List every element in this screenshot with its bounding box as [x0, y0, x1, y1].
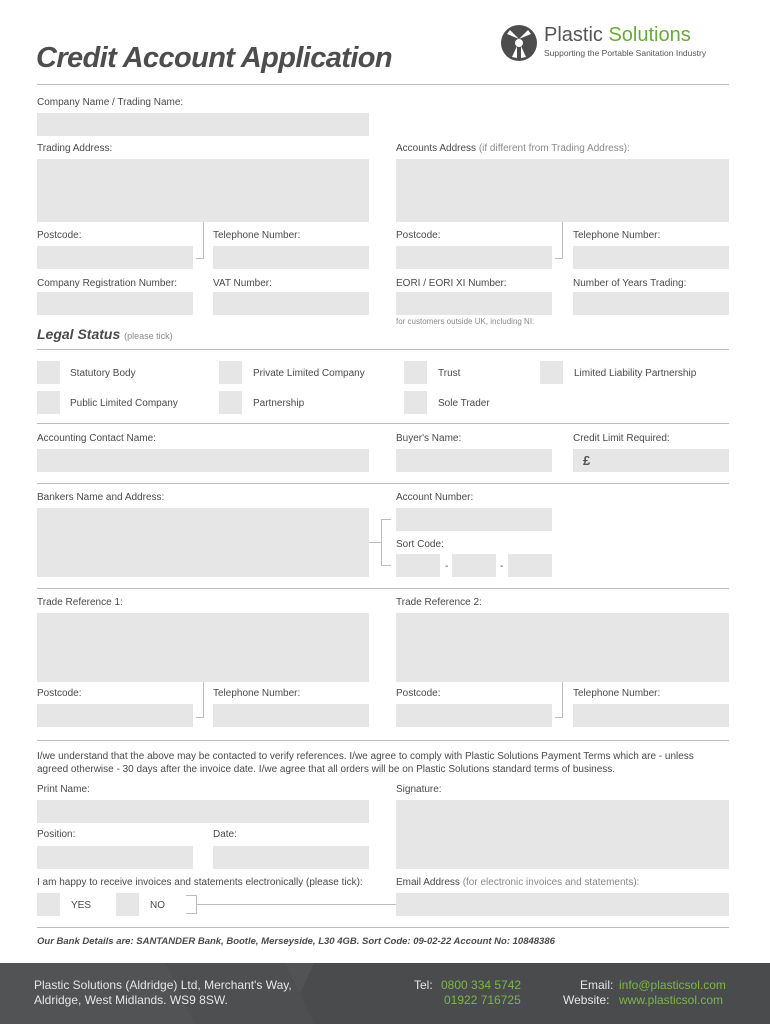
- connector-line: [196, 717, 204, 718]
- footer-address-line-1: Plastic Solutions (Aldridge) Ltd, Merchant's Way,: [34, 978, 292, 992]
- connector-line: [203, 682, 204, 718]
- reference-1-postcode-label: Postcode:: [37, 688, 82, 699]
- sole-trader-label: Sole Trader: [438, 398, 490, 409]
- private-limited-company-checkbox[interactable]: [219, 361, 242, 384]
- trust-checkbox[interactable]: [404, 361, 427, 384]
- company-name-label: Company Name / Trading Name:: [37, 97, 184, 108]
- electronic-yes-checkbox[interactable]: [37, 893, 60, 916]
- connector-line: [555, 258, 563, 259]
- private-limited-company-label: Private Limited Company: [253, 368, 365, 379]
- electronic-no-checkbox[interactable]: [116, 893, 139, 916]
- sort-code-separator: -: [500, 561, 504, 572]
- credit-limit-label: Credit Limit Required:: [573, 433, 670, 444]
- reference-2-telephone-field[interactable]: [573, 704, 729, 727]
- section-divider: [37, 349, 729, 350]
- electronic-invoices-label: I am happy to receive invoices and statements electronically (please tick):: [37, 877, 363, 888]
- header-divider: [37, 84, 729, 85]
- print-name-field[interactable]: [37, 800, 369, 823]
- bank-details-text: Our Bank Details are: SANTANDER Bank, Bootle, Merseyside, L30 4GB. Sort Code: 09-02-22 Account No: 10848386: [37, 936, 555, 947]
- signature-field[interactable]: [396, 800, 729, 869]
- connector-line: [562, 682, 563, 718]
- accounts-address-field[interactable]: [396, 159, 729, 222]
- date-label: Date:: [213, 829, 237, 840]
- signature-label: Signature:: [396, 784, 442, 795]
- account-number-field[interactable]: [396, 508, 552, 531]
- date-field[interactable]: [213, 846, 369, 869]
- company-name-field[interactable]: [37, 113, 369, 136]
- connector-line: [555, 717, 563, 718]
- sort-code-separator: -: [445, 561, 449, 572]
- connector-line: [196, 258, 204, 259]
- credit-limit-field[interactable]: [573, 449, 729, 472]
- public-limited-company-checkbox[interactable]: [37, 391, 60, 414]
- connector-line: [381, 565, 391, 566]
- page-title: Credit Account Application: [36, 42, 393, 74]
- footer-tel-2[interactable]: 01922 716725: [444, 993, 521, 1007]
- accounts-address-label: Accounts Address (if different from Trading Address):: [396, 143, 630, 154]
- postcode-field[interactable]: [37, 246, 193, 269]
- reference-1-telephone-label: Telephone Number:: [213, 688, 301, 699]
- connector-line: [369, 542, 381, 543]
- logo-name: Plastic Solutions: [544, 24, 691, 46]
- footer-tel-1[interactable]: 0800 334 5742: [441, 978, 522, 992]
- bankers-name-label: Bankers Name and Address:: [37, 492, 165, 503]
- eori-number-label: EORI / EORI XI Number:: [396, 278, 507, 289]
- position-label: Position:: [37, 829, 76, 840]
- electronic-no-label: NO: [150, 900, 165, 911]
- email-address-label: Email Address (for electronic invoices and statements):: [396, 877, 640, 888]
- registration-number-label: Company Registration Number:: [37, 278, 178, 289]
- reference-2-telephone-label: Telephone Number:: [573, 688, 661, 699]
- footer-address-line-2: Aldridge, West Midlands. WS9 8SW.: [34, 993, 228, 1007]
- footer-email-link[interactable]: info@plasticsol.com: [619, 978, 726, 992]
- logo-tagline: Supporting the Portable Sanitation Industry: [544, 48, 707, 58]
- connector-line: [196, 904, 396, 905]
- telephone-label: Telephone Number:: [213, 230, 301, 241]
- section-divider: [37, 483, 729, 484]
- footer: [0, 963, 770, 1024]
- account-number-label: Account Number:: [396, 492, 474, 503]
- trading-address-field[interactable]: [37, 159, 369, 222]
- footer-tel-label: Tel:: [414, 978, 433, 992]
- eori-note: for customers outside UK, including NI:: [396, 317, 535, 326]
- footer-website-link[interactable]: www.plasticsol.com: [619, 993, 724, 1007]
- connector-line: [186, 913, 196, 914]
- position-field[interactable]: [37, 846, 193, 869]
- trust-label: Trust: [438, 368, 461, 379]
- email-address-field[interactable]: [396, 893, 729, 916]
- footer-website-label: Website:: [563, 993, 610, 1007]
- accounting-contact-field[interactable]: [37, 449, 369, 472]
- partnership-checkbox[interactable]: [219, 391, 242, 414]
- plastic-solutions-logo-icon: [500, 24, 538, 62]
- sort-code-label: Sort Code:: [396, 539, 444, 550]
- section-divider: [37, 423, 729, 424]
- trading-address-label: Trading Address:: [37, 143, 113, 154]
- currency-symbol: £: [583, 453, 591, 468]
- eori-number-field[interactable]: [396, 292, 552, 315]
- reference-2-postcode-field[interactable]: [396, 704, 552, 727]
- partnership-label: Partnership: [253, 398, 305, 409]
- connector-line: [203, 222, 204, 259]
- sort-code-field-2[interactable]: [452, 554, 496, 577]
- declaration-text-line-2: agreed otherwise - 30 days after the invoice date. I/we agree that all orders will be on Plastic Solutions standard terms of business.: [37, 764, 616, 775]
- bankers-name-field[interactable]: [37, 508, 369, 577]
- vat-number-field[interactable]: [213, 292, 369, 315]
- limited-liability-partnership-checkbox[interactable]: [540, 361, 563, 384]
- accounts-telephone-label: Telephone Number:: [573, 230, 661, 241]
- sort-code-field-3[interactable]: [508, 554, 552, 577]
- years-trading-field[interactable]: [573, 292, 729, 315]
- connector-line: [381, 519, 382, 565]
- buyer-name-label: Buyer's Name:: [396, 433, 462, 444]
- trade-reference-2-label: Trade Reference 2:: [396, 597, 482, 608]
- limited-liability-partnership-label: Limited Liability Partnership: [574, 368, 697, 379]
- statutory-body-checkbox[interactable]: [37, 361, 60, 384]
- sort-code-field-1[interactable]: [396, 554, 440, 577]
- buyer-name-field[interactable]: [396, 449, 552, 472]
- section-divider: [37, 927, 729, 928]
- public-limited-company-label: Public Limited Company: [70, 398, 178, 409]
- accounting-contact-label: Accounting Contact Name:: [37, 433, 156, 444]
- accounts-telephone-field[interactable]: [573, 246, 729, 269]
- trade-reference-2-field[interactable]: [396, 613, 729, 682]
- declaration-text-line-1: I/we understand that the above may be contacted to verify references. I/we agree to comply with Plastic Solutions Payment Terms which are - unless: [37, 751, 694, 762]
- trade-reference-1-field[interactable]: [37, 613, 369, 682]
- statutory-body-label: Statutory Body: [70, 368, 136, 379]
- section-divider: [37, 588, 729, 589]
- reference-1-postcode-field[interactable]: [37, 704, 193, 727]
- print-name-label: Print Name:: [37, 784, 90, 795]
- trade-reference-1-label: Trade Reference 1:: [37, 597, 123, 608]
- telephone-field[interactable]: [213, 246, 369, 269]
- years-trading-label: Number of Years Trading:: [573, 278, 687, 289]
- reference-2-postcode-label: Postcode:: [396, 688, 441, 699]
- electronic-yes-label: YES: [71, 900, 92, 911]
- vat-number-label: VAT Number:: [213, 278, 272, 289]
- accounts-postcode-field[interactable]: [396, 246, 552, 269]
- connector-line: [381, 519, 391, 520]
- postcode-label: Postcode:: [37, 230, 82, 241]
- reference-1-telephone-field[interactable]: [213, 704, 369, 727]
- sole-trader-checkbox[interactable]: [404, 391, 427, 414]
- registration-number-field[interactable]: [37, 292, 193, 315]
- section-divider: [37, 740, 729, 741]
- legal-status-title: Legal Status (please tick): [37, 326, 173, 342]
- connector-line: [186, 895, 196, 896]
- footer-email-label: Email:: [580, 978, 614, 992]
- accounts-postcode-label: Postcode:: [396, 230, 441, 241]
- connector-line: [562, 222, 563, 259]
